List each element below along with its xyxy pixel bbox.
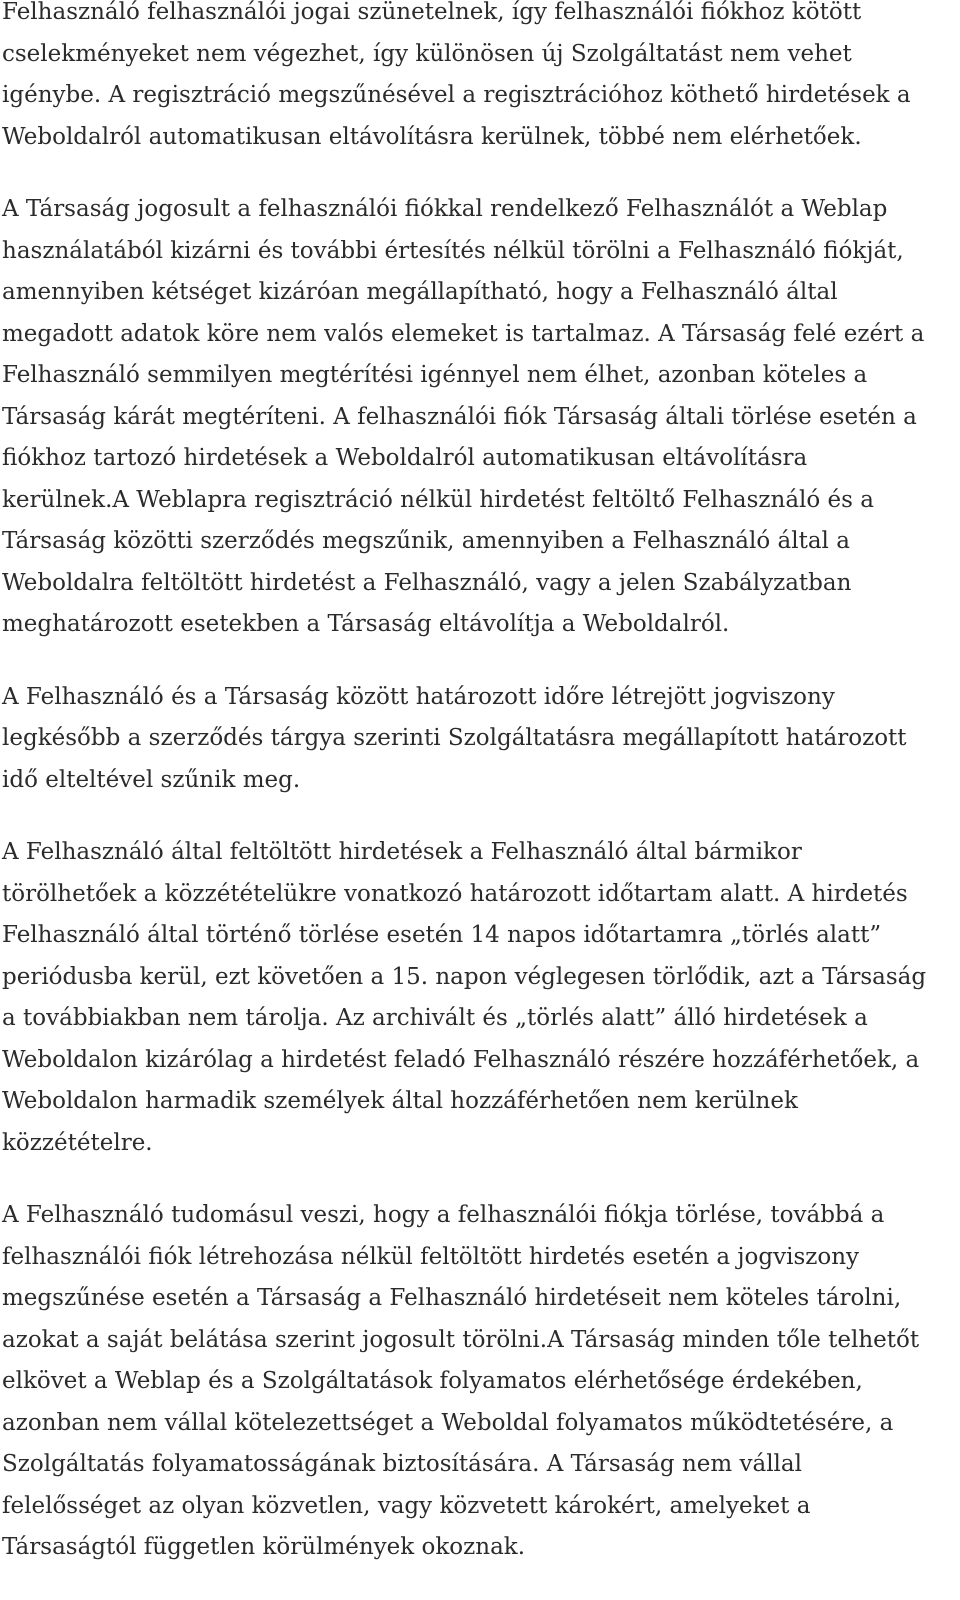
- text-line: Weboldalra feltöltött hirdetést a Felhasználó, vagy a jelen Szabályzatban: [2, 569, 852, 596]
- text-line: Felhasználó felhasználói jogai szünetelnek, így felhasználói fiókhoz kötött: [2, 0, 862, 25]
- document-body: [2, 0, 960, 1600]
- text-line: Weboldalon harmadik személyek által hozzáférhetően nem kerülnek: [2, 1088, 798, 1114]
- text-line: törölhetőek a közzétételükre vonatkozó határozott időtartam alatt. A hirdetés: [2, 880, 908, 907]
- paragraph-account-suspension: [2, 0, 960, 158]
- text-line: Weboldalról automatikusan eltávolításra kerülnek, többé nem elérhetőek.: [2, 123, 862, 150]
- text-line: azokat a saját belátása szerint jogosult törölni.A Társaság minden tőle telhetőt: [2, 1326, 920, 1353]
- text-line: igénybe. A regisztráció megszűnésével a regisztrációhoz köthető hirdetések a: [2, 82, 911, 108]
- paragraph-liability: [2, 1195, 960, 1569]
- text-line: Társaságtól független körülmények okoznak.: [2, 1534, 526, 1560]
- text-line: periódusba kerül, ezt követően a 15. napon véglegesen törlődik, azt a Társaság: [2, 963, 927, 990]
- text-line: meghatározott esetekben a Társaság eltávolítja a Weboldalról.: [2, 611, 730, 637]
- text-line: legkésőbb a szerződés tárgya szerinti Szolgáltatásra megállapított határozott: [2, 725, 907, 751]
- text-line: használatából kizárni és további értesítés nélkül törölni a Felhasználó fiókját,: [2, 237, 904, 264]
- text-line: A Felhasználó tudomásul veszi, hogy a felhasználói fiókja törlése, továbbá a: [2, 1202, 885, 1228]
- text-line: Weboldalon kizárólag a hirdetést feladó Felhasználó részére hozzáférhetőek, a: [2, 1046, 920, 1073]
- text-line: felelősséget az olyan közvetlen, vagy közvetett károkért, amelyeket a: [2, 1492, 811, 1519]
- text-line: Társaság közötti szerződés megszűnik, amennyiben a Felhasználó által a: [2, 528, 850, 554]
- text-line: megszűnése esetén a Társaság a Felhasználó hirdetéseit nem köteles tárolni,: [2, 1285, 902, 1311]
- text-line: közzétételre.: [2, 1129, 153, 1156]
- text-line: felhasználói fiók létrehozása nélkül feltöltött hirdetés esetén a jogviszony: [2, 1243, 860, 1270]
- text-line: a továbbiakban nem tárolja. Az archivált és „törlés alatt” álló hirdetések a: [2, 1005, 868, 1031]
- text-line: amennyiben kétséget kizáróan megállapítható, hogy a Felhasználó által: [2, 279, 838, 305]
- text-line: fiókhoz tartozó hirdetések a Weboldalról automatikusan eltávolításra: [2, 445, 808, 471]
- paragraph-account-exclusion: [2, 189, 960, 646]
- paragraph-fixed-term-relationship: [2, 677, 960, 802]
- text-line: A Felhasználó által feltöltött hirdetések a Felhasználó által bármikor: [2, 839, 802, 865]
- text-line: kerülnek.A Weblapra regisztráció nélkül hirdetést feltöltő Felhasználó és a: [2, 486, 874, 513]
- text-line: A Felhasználó és a Társaság között határozott időre létrejött jogviszony: [2, 683, 835, 710]
- text-line: Szolgáltatás folyamatosságának biztosítására. A Társaság nem vállal: [2, 1451, 802, 1477]
- text-line: Felhasználó által történő törlése esetén 14 napos időtartamra „törlés alatt”: [2, 922, 882, 948]
- text-line: idő elteltével szűnik meg.: [2, 766, 301, 793]
- text-line: megadott adatok köre nem valós elemeket is tartalmaz. A Társaság felé ezért a: [2, 320, 925, 347]
- text-line: Felhasználó semmilyen megtérítési igénnyel nem élhet, azonban köteles a: [2, 362, 868, 388]
- text-line: azonban nem vállal kötelezettséget a Weboldal folyamatos működtetésére, a: [2, 1409, 894, 1436]
- text-line: cselekményeket nem végezhet, így különösen új Szolgáltatást nem vehet: [2, 40, 852, 67]
- text-line: elkövet a Weblap és a Szolgáltatások folyamatos elérhetősége érdekében,: [2, 1368, 863, 1394]
- paragraph-ad-deletion: [2, 832, 960, 1164]
- text-line: Társaság kárát megtéríteni. A felhasználói fiók Társaság általi törlése esetén a: [2, 403, 917, 430]
- text-line: A Társaság jogosult a felhasználói fiókkal rendelkező Felhasználót a Weblap: [2, 196, 888, 222]
